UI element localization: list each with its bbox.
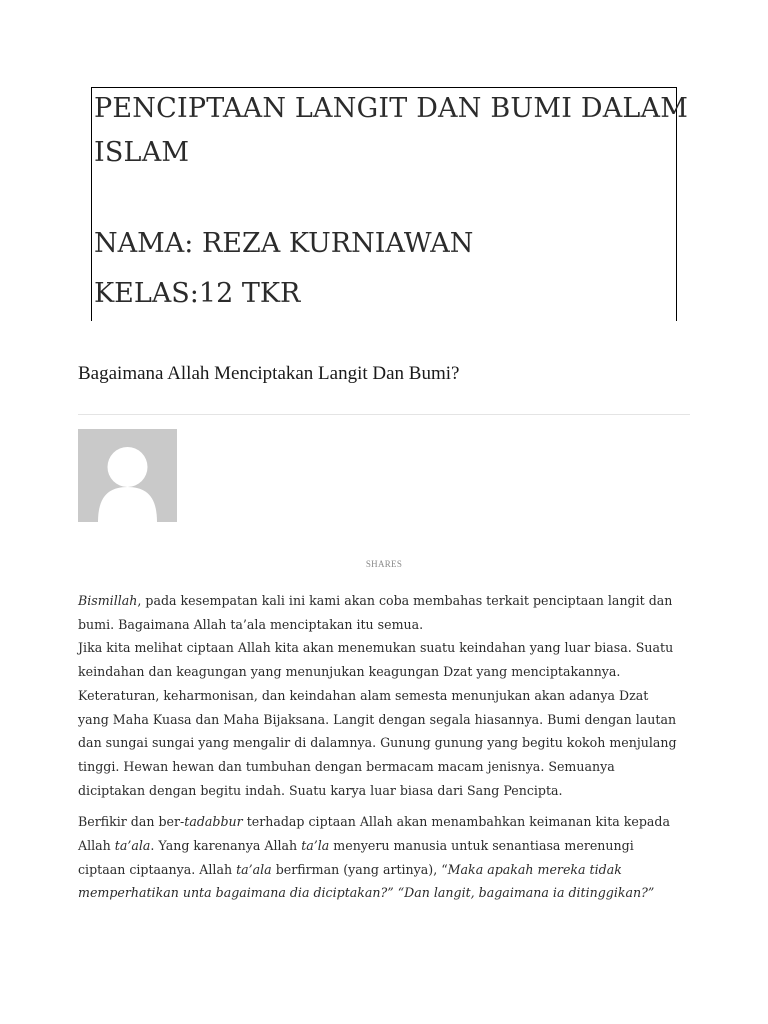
text-span: , pada kesempatan kali ini kami akan coba membahas terkait penciptaan langit dan: [137, 593, 673, 608]
text-span: . Yang karenanya Allah: [150, 838, 302, 854]
article-heading[interactable]: Bagaimana Allah Menciptakan Langit Dan Bumi?: [78, 363, 460, 384]
text-line: tinggi. Hewan hewan dan tumbuhan dengan bermacam macam jenisnya. Semuanya: [78, 758, 615, 774]
title-line-1: PENCIPTAAN LANGIT DAN BUMI DALAM: [94, 93, 689, 124]
italic-text: ta’la: [301, 838, 330, 854]
text-line: dan sungai sungai yang mengalir di dalamnya. Gunung gunung yang begitu kokoh menjulang: [78, 735, 677, 751]
document-title: [94, 87, 689, 175]
text-line: keindahan dan keagungan yang menunjukan keagungan Dzat yang menciptakannya.: [78, 664, 621, 680]
shares-label: SHARES: [365, 559, 403, 569]
text-line: [78, 885, 654, 900]
text-span: Berfikir dan ber-: [78, 814, 185, 830]
italic-text: Maka apakah mereka tidak: [447, 861, 622, 877]
text-line: yang Maha Kuasa dan Maha Bijaksana. Langit dengan segala hiasannya. Bumi dengan lautan: [78, 711, 677, 727]
text-span: Allah: [78, 838, 115, 854]
text-line: Keteraturan, keharmonisan, dan keindahan alam semesta menunjukan akan adanya Dzat: [78, 687, 649, 703]
text-line: [78, 862, 622, 877]
italic-text: ta’ala: [114, 838, 151, 854]
text-line: [78, 838, 634, 853]
student-class: KELAS:12 TKR: [94, 278, 301, 309]
text-span: menyeru manusia untuk senantiasa merenungi: [329, 838, 634, 854]
italic-text: Bismillah: [78, 593, 138, 608]
text-line: [78, 814, 670, 829]
paragraph-1: [78, 589, 698, 802]
paragraph-2: [78, 810, 698, 905]
italic-text: ta’ala: [236, 861, 272, 877]
text-line: bumi. Bagaimana Allah ta’ala menciptakan itu semua.: [78, 616, 424, 632]
text-line: [78, 593, 672, 608]
text-span: terhadap ciptaan Allah akan menambahkan keimanan kita kepada: [242, 814, 671, 830]
title-line-2: ISLAM: [94, 137, 190, 168]
student-name: NAMA: REZA KURNIAWAN: [94, 228, 474, 259]
italic-text: memperhatikan unta bagaimana dia diciptakan?” “Dan langit, bagaimana ia ditinggikan?”: [78, 885, 655, 901]
italic-text: tadabbur: [184, 814, 243, 830]
text-span: berfirman (yang artinya), “: [271, 861, 448, 877]
text-span: ciptaan ciptaanya. Allah: [78, 861, 237, 877]
article-body: [78, 589, 698, 905]
text-line: diciptakan dengan begitu indah. Suatu karya luar biasa dari Sang Pencipta.: [78, 782, 563, 798]
avatar-placeholder: [78, 429, 177, 522]
person-icon: [78, 429, 177, 522]
divider: [78, 414, 690, 415]
text-line: Jika kita melihat ciptaan Allah kita akan menemukan suatu keindahan yang luar biasa. Suatu: [78, 640, 674, 656]
